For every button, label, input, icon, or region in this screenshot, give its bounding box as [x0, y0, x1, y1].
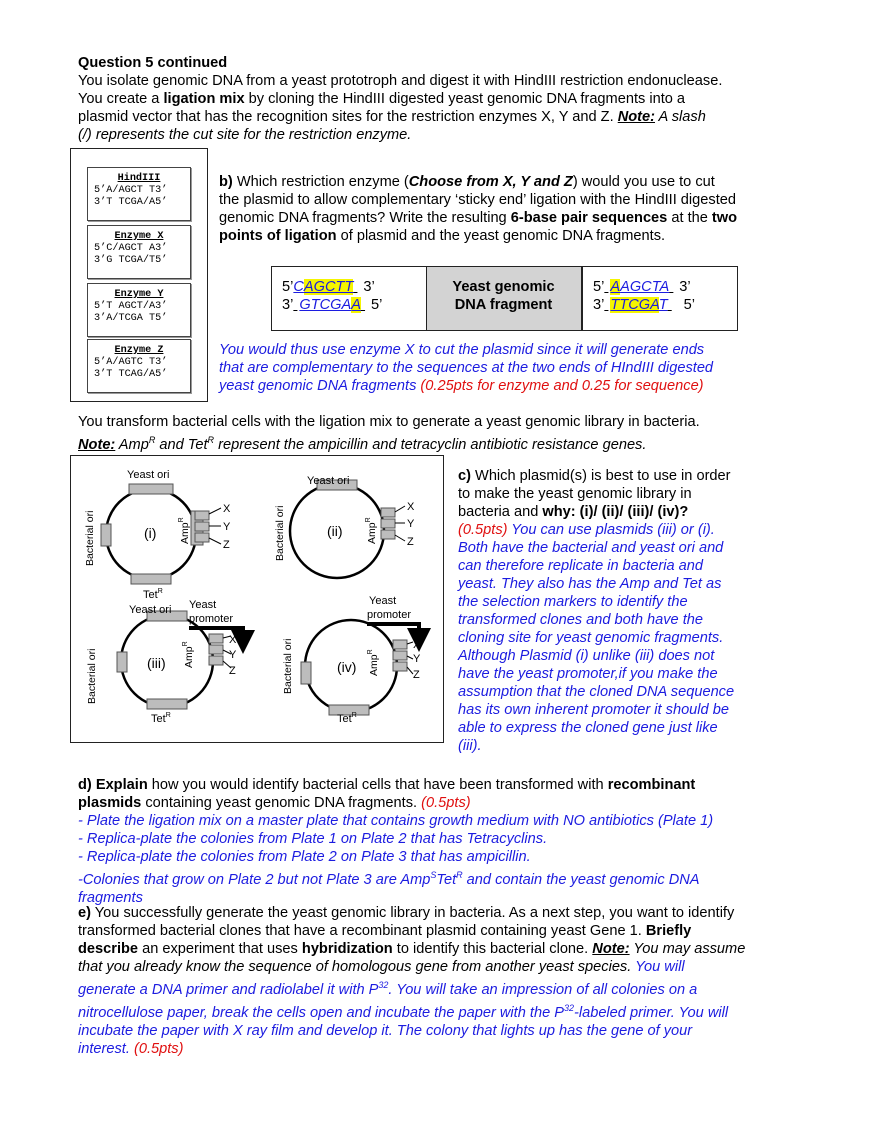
plasmid-diagram-panel	[70, 455, 444, 743]
tet-label: Tet$^R$	[143, 588, 163, 601]
intro-line-3: plasmid vector that has the recognition sites for the restriction enzymes X, Y and Z. Note: A slash	[78, 109, 706, 125]
plasmid-ii	[274, 475, 415, 578]
plasmid-diagram	[71, 456, 443, 742]
tet-label-iii: Tet$^R$	[151, 712, 171, 725]
qe-block: e) You successfully generate the yeast genomic library in bacteria. As a next step, you want to identify transformed bacterial clones that have a recombinant plasmid containing yeast Gene 1. Briefly describe an experiment that uses hybridization to identify this bacterial clone. Note: You may assume that you already know the sequence of homologous gene from another yeast species. You will generate a DNA primer and radiolabel it with $P^{32}$. You will take an impression of all colonies on a nitrocellulose paper, break the cells open and incubate the paper with the $P^{32}$-labeled primer. You will incubate the paper with X ray film and develop it. The colony that lights up has the gene of your interest. (0.5pts)	[78, 905, 746, 1057]
svg-text:Y: Y	[407, 518, 415, 530]
svg-text:Y: Y	[223, 521, 231, 533]
svg-text:Yeast: Yeast	[189, 599, 217, 611]
transform-line-1: You transform bacterial cells with the ligation mix to generate a yeast genomic library in bacteria.	[78, 414, 700, 430]
svg-text:X: X	[407, 501, 415, 513]
svg-text:X: X	[229, 634, 237, 646]
qb-text: b) Which restriction enzyme (Choose from X, Y and Z) would you use to cut the plasmid to allow complementary ‘sticky end’ ligation with the HindIII digested genomic DNA fragments? Write the resulting 6-base pair sequences at the two points of ligation of plasmid and the yeast genomic DNA fragments.	[219, 174, 738, 244]
left-top-strand: 5’CAGCTT 3’	[282, 279, 375, 295]
tet-label-iv: Tet$^R$	[337, 712, 357, 725]
svg-text:Z: Z	[413, 669, 420, 681]
intro-line-2: You create a ligation mix by cloning the HindIII digested yeast genomic DNA fragments into a	[78, 91, 686, 107]
svg-text:promoter: promoter	[367, 609, 412, 621]
intro-line-1: You isolate genomic DNA from a yeast prototroph and digest it with HindIII restriction endonuclease.	[78, 73, 723, 89]
intro-line-4: (/) represents the cut site for the restriction enzyme.	[78, 127, 412, 143]
enzyme-panel	[70, 148, 208, 402]
amp-label-ii: Amp$^R$	[365, 517, 378, 544]
svg-text:Y: Y	[229, 649, 237, 661]
right-bottom-strand: 3’ TTCGAT 5’	[593, 297, 696, 313]
svg-text:promoter: promoter	[189, 613, 234, 625]
plasmid-i	[84, 469, 231, 601]
yeast-ori-label-iii: Yeast ori	[129, 604, 172, 616]
right-top-strand: 5’ AAGCTA 3’	[593, 279, 691, 295]
yeast-ori-label-ii: Yeast ori	[307, 475, 350, 487]
question-title: Question 5 continued	[78, 55, 228, 71]
plasmid-label-iv: (iv)	[337, 659, 357, 675]
plasmid-iv	[282, 595, 421, 725]
ligation-diagram	[271, 266, 737, 331]
enzyme-box-y: Enzyme Y 5’T AGCT/A3’ 3’A/TCGA T5’	[87, 283, 191, 337]
enzyme-box-x: Enzyme X 5’C/AGCT A3’ 3’G TCGA/T5’	[87, 225, 191, 279]
yeast-ori-box	[129, 484, 173, 494]
left-bottom-strand: 3’ GTCGAA 5’	[282, 297, 383, 313]
svg-text:Z: Z	[229, 665, 236, 677]
qc-block: c) Which plasmid(s) is best to use in order to make the yeast genomic library in bacteria and why: (i)/ (ii)/ (iii)/ (iv)? (0.5pts) You can use plasmids (iii) or (i). Both have the bacterial and yeast ori and can therefore replicate in bacteria and yeast. They also has the Amp and Tet as the selection markers to identify the transformed clones and both have the cloning site for yeast genomic fragments. Although Plasmid (i) unlike (iii) does not have the yeast promoter,if you make the assumption that the cloned DNA sequence has its own inherent promoter it should be able to express the cloned gene just like (iii).	[458, 468, 735, 754]
bacterial-ori-label-iii: Bacterial ori	[86, 648, 98, 704]
fragment-label: Yeast genomic DNA fragment	[452, 279, 555, 313]
svg-text:X: X	[223, 503, 231, 515]
plasmid-label-i: (i)	[144, 525, 157, 541]
plasmid-label-iii: (iii)	[147, 655, 166, 671]
transform-line-2: Note: Amp$^R$ and Tet$^R$ represent the ampicillin and tetracyclin antibiotic resistance genes.	[78, 435, 647, 453]
yeast-ori-label: Yeast ori	[127, 469, 170, 481]
amp-label-iv: Amp$^R$	[367, 649, 380, 676]
bacterial-ori-label-iv: Bacterial ori	[282, 638, 294, 694]
plasmid-label-ii: (ii)	[327, 523, 343, 539]
enzyme-box-z: Enzyme Z 5’A/AGTC T3’ 3’T TCAG/A5’	[87, 339, 191, 393]
bacterial-ori-box	[101, 524, 111, 546]
answer-b: You would thus use enzyme X to cut the plasmid since it will generate ends that are complementary to the sequences at the two ends of HIndIII digested yeast genomic DNA fragments (0.25pts for enzyme and 0.25 for sequence)	[219, 342, 714, 394]
qd-block: d) Explain how you would identify bacterial cells that have been transformed with recombinant plasmids containing yeast genomic DNA fragments. (0.5pts) - Plate the ligation mix on a master plate that contains growth medium with NO antibiotics (Plate 1) - Replica-plate the colonies from Plate 1 on Plate 2 that has Tetracyclins. - Replica-plate the colonies from Plate 2 on Plate 3 that has ampicillin. -Colonies that grow on Plate 2 but not Plate 3 are Amp$^S$Tet$^R$ and contain the yeast genomic DNA fragments	[78, 777, 714, 906]
enzyme-box-hindiii: HindIII 5’A/AGCT T3’ 3’T TCGA/A5’	[87, 167, 191, 221]
svg-text:Y: Y	[413, 653, 421, 665]
svg-text:Z: Z	[407, 536, 414, 548]
bacterial-ori-label: Bacterial ori	[84, 510, 96, 566]
svg-text:X: X	[413, 639, 421, 651]
amp-label-iii: Amp$^R$	[182, 641, 195, 668]
bacterial-ori-label-ii: Bacterial ori	[274, 505, 286, 561]
tet-box	[131, 574, 171, 584]
plasmid-iii	[86, 599, 243, 725]
svg-text:Yeast: Yeast	[369, 595, 397, 607]
svg-text:Z: Z	[223, 539, 230, 551]
amp-label: Amp$^R$	[178, 517, 191, 544]
